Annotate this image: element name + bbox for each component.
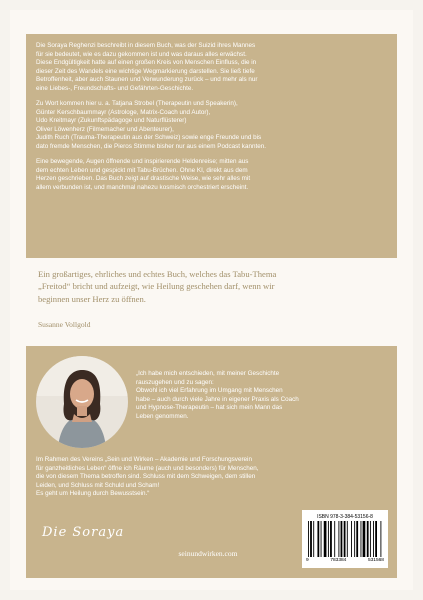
text-line: Judith Ruch (Trauma-Therapeutin aus der Schweiz) sowie enge Freunde und bis [36,134,262,141]
text-line: Oliver Löwenherz (Filmemacher und Abenteurer), [36,125,174,133]
barcode-bars [308,521,382,557]
review-author: Susanne Vollgold [38,320,91,329]
review-line: beginnen unser Herz zu öffnen. [38,293,146,304]
text-line: Betroffenheit, aber auch Staunen und Verwunderung zurück – und mehr als nur [36,76,258,83]
text-line: und Hypnose-Therapeutin – hat sich mein Mann das [136,404,283,411]
text-line: Eine bewegende, Augen öffnende und inspirierende Heldenreise; mitten aus [36,158,249,165]
review-quote [38,268,388,305]
author-quote [136,370,391,421]
text-line: Günter Kerschbaummayr (Astrologe, Matrix-Coach und Autor), [36,108,211,116]
barcode-digit-group: 531568 [367,558,384,563]
text-line: dieser Zeit des Wandels eine wichtige Wegmarkierung darstellen. Sie ließ tiefe [36,67,255,75]
text-line: rauszugehen und zu sagen: [136,378,214,386]
text-line: Zu Wort kommen hier u. a. Tatjana Strobel (Therapeutin und Speakerin), [36,100,238,107]
synopsis-contributors [36,100,387,151]
text-line: habe – auch durch viele Jahre in eigener Praxis als Coach [136,395,299,403]
organization-text [36,456,298,499]
text-line: Udo Kreitmayr (Zukunftspädagoge und Naturflüsterer) [36,117,187,124]
barcode-digit-group: 783384 [330,558,347,563]
author-panel [26,346,397,578]
synopsis-closing [36,158,387,192]
author-signature: Die Soraya [42,525,125,540]
barcode-digit-group: 9 [306,558,309,563]
text-line: für sie bedeutet, wie es dazu gekommen ist und was daraus alles erwächst. [36,50,247,58]
text-line: Obwohl ich viel Erfahrung im Umgang mit Menschen [136,387,283,394]
isbn-number: ISBN 978-3-384-53156-8 [317,514,373,520]
review-line: „Freitod“ bricht und aufzeigt, wie Heilung geschehen darf, wenn wir [38,281,275,292]
text-line: Im Rahmen des Vereins „Sein und Wirken – Akademie und Forschungsverein [36,456,252,463]
text-line: dem echten Leben und gespickt mit Tabu-Brüchen. Ohne KI, direkt aus dem [36,166,248,174]
text-line: für ganzheitliches Leben“ öffne ich Räume (auch und besonders) für Menschen, [36,464,259,472]
text-line: „Ich habe mich entschieden, mit meiner Geschichte [136,370,280,377]
synopsis-panel [26,34,397,258]
text-line: die von diesem Thema betroffen sind. Schluss mit dem Schweigen, dem stillen [36,473,256,480]
text-line: Die Soraya Reghenzi beschreibt in diesem Buch, was der Suizid ihres Mannes [36,42,256,49]
text-line: Diese Endgültigkeit hatte auf einen großen Kreis von Menschen Einfluss, die in [36,59,257,66]
text-line: Leiden, und Schluss mit Schuld und Scham! [36,481,160,489]
text-line: eine Liebes-, Freundschafts- und Gefährten-Geschichte. [36,84,194,92]
review-line: Ein großartiges, ehrliches und echtes Buch, welches das Tabu-Thema [38,269,277,279]
text-line: Herzen geschrieben. Das Buch zeigt auf drastische Weise, wie sehr alles mit [36,175,251,182]
synopsis-intro [36,42,387,93]
website-url: seinundwirken.com [178,549,238,558]
text-line: Leben genommen. [136,412,189,420]
text-line: allem verbunden ist, und manchmal nahezu kosmisch orchestriert erscheint. [36,183,249,191]
text-line: Es geht um Heilung durch Bewusstsein.“ [36,490,150,497]
author-portrait-photo [36,356,128,448]
barcode-digits [306,557,384,566]
text-line: dato fremde Menschen, die Pieros Stimme bisher nur aus einem Podcast kannten. [36,142,266,150]
isbn-barcode [302,510,388,568]
